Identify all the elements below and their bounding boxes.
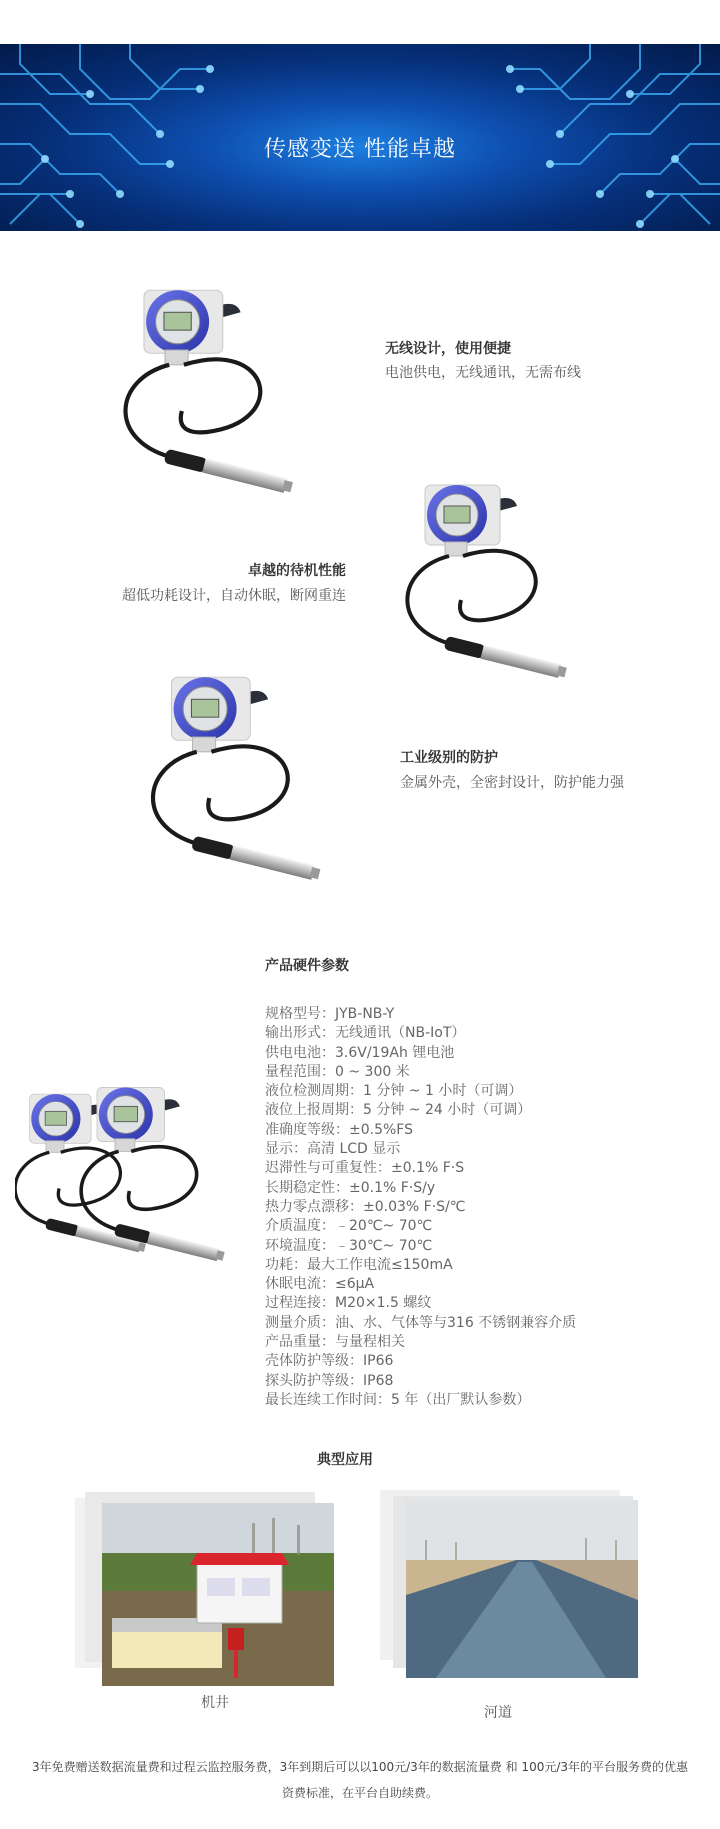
spec-item: 准确度等级：±0.5%FS xyxy=(265,1121,413,1138)
service-fee-note: 3年免费赠送数据流量费和过程云监控服务费，3年到期后可以以100元/3年的数据流量费 和 100元/3年的平台服务费的优惠资费标准，在平台自助续费。 xyxy=(31,1760,689,1800)
spec-item: 显示：高清 LCD 显示 xyxy=(265,1141,401,1158)
feature-desc-standby: 超低功耗设计，自动休眠，断网重连 xyxy=(122,588,346,604)
spec-item: 热力零点漂移：±0.03% F·S/℃ xyxy=(265,1198,466,1215)
feature-desc-protection: 金属外壳，全密封设计，防护能力强 xyxy=(400,775,624,791)
feature-title-protection: 工业级别的防护 xyxy=(400,750,498,766)
spec-item: 测量介质：油、水、气体等与316 不锈钢兼容介质 xyxy=(265,1314,577,1331)
spec-item: 产品重量：与量程相关 xyxy=(265,1334,405,1351)
spec-item: 规格型号：JYB-NB-Y xyxy=(265,1006,395,1022)
spec-item: 液位上报周期：5 分钟 ~ 24 小时（可调） xyxy=(265,1102,532,1119)
spec-item: 休眠电流：≤6μA xyxy=(265,1276,375,1293)
spec-item: 输出形式：无线通讯（NB-IoT） xyxy=(265,1025,466,1042)
spec-item: 过程连接：M20×1.5 螺纹 xyxy=(265,1295,432,1312)
banner-title: 传感变送 性能卓越 xyxy=(264,137,456,162)
product-pair-image xyxy=(15,1085,250,1265)
spec-item: 探头防护等级：IP68 xyxy=(265,1372,394,1389)
spec-item: 功耗：最大工作电流≤150mA xyxy=(265,1256,453,1273)
pressure-transmitter-image xyxy=(140,672,350,882)
spec-item: 供电电池：3.6V/19Ah 锂电池 xyxy=(265,1044,455,1061)
pressure-transmitter-image xyxy=(110,285,325,495)
spec-item: 量程范围：0 ~ 300 米 xyxy=(265,1063,410,1080)
spec-item: 介质温度：﹣20℃~ 70℃ xyxy=(265,1218,433,1235)
feature-title-wireless: 无线设计，使用便捷 xyxy=(385,341,511,357)
spec-item: 液位检测周期：1 分钟 ~ 1 小时（可调） xyxy=(265,1083,523,1100)
specs-list xyxy=(265,1005,685,1410)
spec-item: 迟滞性与可重复性：±0.1% F·S xyxy=(265,1160,465,1177)
pressure-transmitter-image xyxy=(395,480,595,680)
spec-item: 环境温度：﹣30℃~ 70℃ xyxy=(265,1237,433,1254)
photo-caption-well: 机井 xyxy=(201,1695,229,1711)
applications-title: 典型应用 xyxy=(317,1452,373,1468)
spec-item: 最长连续工作时间：5 年（出厂默认参数） xyxy=(265,1391,531,1408)
specs-title: 产品硬件参数 xyxy=(265,958,349,974)
spec-item: 长期稳定性：±0.1% F·S/y xyxy=(265,1179,436,1196)
photo-caption-river: 河道 xyxy=(484,1705,512,1721)
well-photo xyxy=(102,1503,334,1686)
feature-desc-wireless: 电池供电，无线通讯，无需布线 xyxy=(385,365,581,381)
feature-title-standby: 卓越的待机性能 xyxy=(248,563,346,579)
river-channel-photo xyxy=(406,1500,638,1678)
banner xyxy=(0,44,720,231)
spec-item: 壳体防护等级：IP66 xyxy=(265,1353,394,1370)
